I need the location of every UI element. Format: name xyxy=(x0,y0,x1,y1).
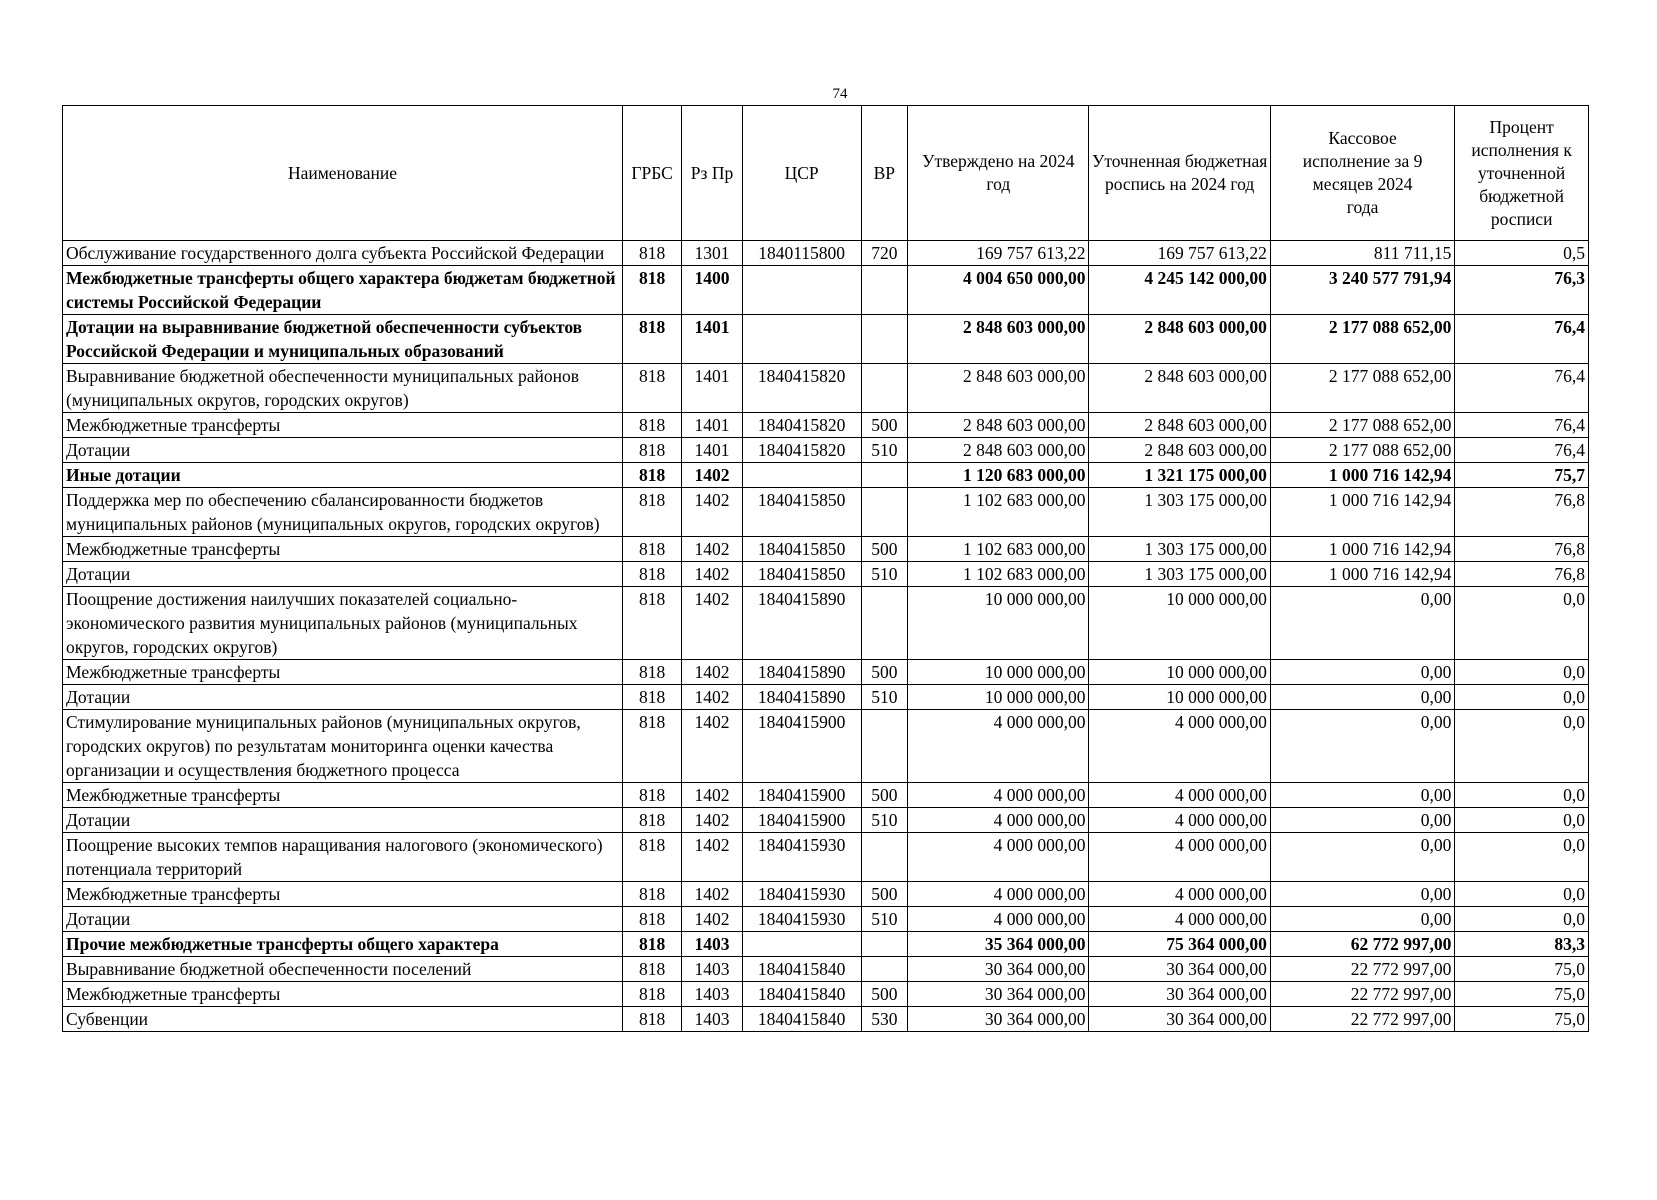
cell-percent: 75,0 xyxy=(1455,982,1589,1007)
cell-vr xyxy=(861,833,908,882)
cell-rzpr: 1403 xyxy=(682,1007,742,1032)
header-name: Наименование xyxy=(63,106,623,241)
table-row xyxy=(63,562,1589,587)
cell-vr: 510 xyxy=(861,438,908,463)
cell-refined: 75 364 000,00 xyxy=(1089,932,1270,957)
cell-csr xyxy=(742,463,861,488)
cell-refined: 2 848 603 000,00 xyxy=(1089,364,1270,413)
cell-refined: 1 303 175 000,00 xyxy=(1089,562,1270,587)
cell-percent: 75,0 xyxy=(1455,1007,1589,1032)
cell-rzpr: 1402 xyxy=(682,783,742,808)
header-approved: Утверждено на 2024 год xyxy=(908,106,1089,241)
table-row xyxy=(63,783,1589,808)
cell-rzpr: 1400 xyxy=(682,266,742,315)
cell-grbs: 818 xyxy=(622,488,681,537)
cell-cash: 2 177 088 652,00 xyxy=(1270,413,1455,438)
cell-refined: 4 245 142 000,00 xyxy=(1089,266,1270,315)
cell-cash: 1 000 716 142,94 xyxy=(1270,488,1455,537)
cell-grbs: 818 xyxy=(622,808,681,833)
cell-name: Прочие межбюджетные трансферты общего характера xyxy=(63,932,623,957)
cell-name: Дотации xyxy=(63,562,623,587)
cell-refined: 10 000 000,00 xyxy=(1089,660,1270,685)
cell-rzpr: 1401 xyxy=(682,438,742,463)
cell-grbs: 818 xyxy=(622,364,681,413)
table-row xyxy=(63,660,1589,685)
cell-grbs: 818 xyxy=(622,1007,681,1032)
cell-refined: 1 321 175 000,00 xyxy=(1089,463,1270,488)
cell-refined: 10 000 000,00 xyxy=(1089,587,1270,660)
cell-approved: 1 102 683 000,00 xyxy=(908,562,1089,587)
cell-refined: 30 364 000,00 xyxy=(1089,1007,1270,1032)
cell-percent: 76,4 xyxy=(1455,438,1589,463)
cell-name: Поддержка мер по обеспечению сбалансированности бюджетов муниципальных районов (муниципальных округов, городских округов) xyxy=(63,488,623,537)
cell-approved: 169 757 613,22 xyxy=(908,241,1089,266)
cell-csr: 1840415820 xyxy=(742,438,861,463)
cell-refined: 30 364 000,00 xyxy=(1089,957,1270,982)
cell-name: Поощрение достижения наилучших показателей социально-экономического развития муниципальных районов (муниципальных округов, городских округов) xyxy=(63,587,623,660)
cell-grbs: 818 xyxy=(622,685,681,710)
cell-percent: 76,4 xyxy=(1455,315,1589,364)
cell-csr: 1840415930 xyxy=(742,833,861,882)
cell-cash: 3 240 577 791,94 xyxy=(1270,266,1455,315)
cell-percent: 0,0 xyxy=(1455,710,1589,783)
cell-grbs: 818 xyxy=(622,833,681,882)
cell-approved: 4 000 000,00 xyxy=(908,808,1089,833)
cell-csr: 1840415850 xyxy=(742,488,861,537)
cell-cash: 1 000 716 142,94 xyxy=(1270,562,1455,587)
cell-rzpr: 1402 xyxy=(682,537,742,562)
cell-approved: 2 848 603 000,00 xyxy=(908,315,1089,364)
table-row xyxy=(63,413,1589,438)
cell-cash: 62 772 997,00 xyxy=(1270,932,1455,957)
cell-csr: 1840415890 xyxy=(742,587,861,660)
header-grbs: ГРБС xyxy=(622,106,681,241)
cell-rzpr: 1402 xyxy=(682,488,742,537)
header-rzpr: Рз Пр xyxy=(682,106,742,241)
cell-vr: 510 xyxy=(861,808,908,833)
cell-cash: 1 000 716 142,94 xyxy=(1270,463,1455,488)
cell-refined: 4 000 000,00 xyxy=(1089,833,1270,882)
cell-vr: 500 xyxy=(861,413,908,438)
table-row xyxy=(63,685,1589,710)
cell-cash: 22 772 997,00 xyxy=(1270,1007,1455,1032)
cell-rzpr: 1401 xyxy=(682,315,742,364)
cell-name: Поощрение высоких темпов наращивания налогового (экономического) потенциала территорий xyxy=(63,833,623,882)
cell-vr: 500 xyxy=(861,537,908,562)
cell-csr: 1840415900 xyxy=(742,710,861,783)
table-row xyxy=(63,1007,1589,1032)
cell-approved: 30 364 000,00 xyxy=(908,982,1089,1007)
cell-approved: 1 102 683 000,00 xyxy=(908,488,1089,537)
cell-grbs: 818 xyxy=(622,241,681,266)
cell-csr xyxy=(742,315,861,364)
table-row xyxy=(63,710,1589,783)
cell-csr: 1840415930 xyxy=(742,882,861,907)
cell-cash: 1 000 716 142,94 xyxy=(1270,537,1455,562)
cell-percent: 83,3 xyxy=(1455,932,1589,957)
cell-name: Выравнивание бюджетной обеспеченности поселений xyxy=(63,957,623,982)
cell-csr: 1840415840 xyxy=(742,982,861,1007)
cell-rzpr: 1403 xyxy=(682,957,742,982)
cell-vr xyxy=(861,710,908,783)
cell-cash: 0,00 xyxy=(1270,783,1455,808)
cell-percent: 0,5 xyxy=(1455,241,1589,266)
cell-refined: 4 000 000,00 xyxy=(1089,710,1270,783)
cell-cash: 0,00 xyxy=(1270,882,1455,907)
cell-approved: 30 364 000,00 xyxy=(908,1007,1089,1032)
table-row xyxy=(63,315,1589,364)
cell-grbs: 818 xyxy=(622,710,681,783)
cell-rzpr: 1402 xyxy=(682,833,742,882)
table-row xyxy=(63,957,1589,982)
cell-grbs: 818 xyxy=(622,315,681,364)
cell-percent: 76,8 xyxy=(1455,562,1589,587)
cell-approved: 2 848 603 000,00 xyxy=(908,364,1089,413)
cell-percent: 0,0 xyxy=(1455,783,1589,808)
cell-name: Дотации xyxy=(63,438,623,463)
cell-cash: 2 177 088 652,00 xyxy=(1270,438,1455,463)
table-row xyxy=(63,241,1589,266)
table-header-row xyxy=(63,106,1589,241)
cell-vr xyxy=(861,587,908,660)
cell-percent: 0,0 xyxy=(1455,907,1589,932)
cell-cash: 0,00 xyxy=(1270,660,1455,685)
cell-refined: 4 000 000,00 xyxy=(1089,907,1270,932)
cell-rzpr: 1403 xyxy=(682,982,742,1007)
cell-csr: 1840415850 xyxy=(742,537,861,562)
cell-rzpr: 1402 xyxy=(682,710,742,783)
cell-vr: 500 xyxy=(861,882,908,907)
cell-vr: 510 xyxy=(861,562,908,587)
cell-cash: 2 177 088 652,00 xyxy=(1270,315,1455,364)
cell-csr: 1840415900 xyxy=(742,783,861,808)
cell-name: Межбюджетные трансферты общего характера бюджетам бюджетной системы Российской Федерации xyxy=(63,266,623,315)
cell-cash: 0,00 xyxy=(1270,710,1455,783)
table-row xyxy=(63,882,1589,907)
cell-name: Межбюджетные трансферты xyxy=(63,537,623,562)
cell-csr: 1840415840 xyxy=(742,1007,861,1032)
table-body xyxy=(63,241,1589,1032)
cell-name: Субвенции xyxy=(63,1007,623,1032)
page-number: 74 xyxy=(832,86,848,102)
cell-cash: 0,00 xyxy=(1270,833,1455,882)
cell-refined: 2 848 603 000,00 xyxy=(1089,413,1270,438)
cell-name: Обслуживание государственного долга субъекта Российской Федерации xyxy=(63,241,623,266)
cell-cash: 0,00 xyxy=(1270,808,1455,833)
cell-vr xyxy=(861,266,908,315)
cell-vr: 510 xyxy=(861,907,908,932)
cell-cash: 811 711,15 xyxy=(1270,241,1455,266)
cell-csr: 1840415890 xyxy=(742,660,861,685)
cell-grbs: 818 xyxy=(622,413,681,438)
cell-percent: 0,0 xyxy=(1455,685,1589,710)
cell-percent: 0,0 xyxy=(1455,882,1589,907)
header-csr: ЦСР xyxy=(742,106,861,241)
cell-grbs: 818 xyxy=(622,907,681,932)
cell-vr: 500 xyxy=(861,982,908,1007)
cell-name: Дотации xyxy=(63,907,623,932)
cell-approved: 4 000 000,00 xyxy=(908,710,1089,783)
header-cash: Кассовое исполнение за 9 месяцев 2024 года xyxy=(1270,106,1455,241)
cell-grbs: 818 xyxy=(622,537,681,562)
cell-refined: 2 848 603 000,00 xyxy=(1089,315,1270,364)
cell-refined: 10 000 000,00 xyxy=(1089,685,1270,710)
cell-csr: 1840415900 xyxy=(742,808,861,833)
cell-csr: 1840415820 xyxy=(742,413,861,438)
cell-csr xyxy=(742,932,861,957)
cell-csr: 1840115800 xyxy=(742,241,861,266)
cell-vr xyxy=(861,488,908,537)
cell-rzpr: 1402 xyxy=(682,907,742,932)
cell-name: Стимулирование муниципальных районов (муниципальных округов, городских округов) по результатам мониторинга оценки качества организации и осуществления бюджетного процесса xyxy=(63,710,623,783)
table-row xyxy=(63,982,1589,1007)
cell-name: Выравнивание бюджетной обеспеченности муниципальных районов (муниципальных округов, городских округов) xyxy=(63,364,623,413)
cell-refined: 4 000 000,00 xyxy=(1089,783,1270,808)
budget-execution-table xyxy=(62,105,1589,1032)
cell-csr: 1840415890 xyxy=(742,685,861,710)
cell-grbs: 818 xyxy=(622,438,681,463)
cell-vr: 500 xyxy=(861,660,908,685)
cell-approved: 2 848 603 000,00 xyxy=(908,438,1089,463)
cell-csr: 1840415820 xyxy=(742,364,861,413)
cell-cash: 0,00 xyxy=(1270,907,1455,932)
cell-percent: 0,0 xyxy=(1455,660,1589,685)
cell-percent: 0,0 xyxy=(1455,587,1589,660)
cell-refined: 4 000 000,00 xyxy=(1089,808,1270,833)
cell-cash: 22 772 997,00 xyxy=(1270,982,1455,1007)
cell-grbs: 818 xyxy=(622,463,681,488)
cell-percent: 75,7 xyxy=(1455,463,1589,488)
table-row xyxy=(63,488,1589,537)
table-row xyxy=(63,463,1589,488)
cell-rzpr: 1403 xyxy=(682,932,742,957)
cell-approved: 35 364 000,00 xyxy=(908,932,1089,957)
cell-rzpr: 1402 xyxy=(682,660,742,685)
cell-vr xyxy=(861,932,908,957)
cell-vr xyxy=(861,315,908,364)
cell-approved: 10 000 000,00 xyxy=(908,660,1089,685)
cell-grbs: 818 xyxy=(622,783,681,808)
cell-approved: 4 000 000,00 xyxy=(908,833,1089,882)
cell-refined: 30 364 000,00 xyxy=(1089,982,1270,1007)
cell-csr xyxy=(742,266,861,315)
cell-refined: 1 303 175 000,00 xyxy=(1089,537,1270,562)
cell-refined: 1 303 175 000,00 xyxy=(1089,488,1270,537)
cell-percent: 76,3 xyxy=(1455,266,1589,315)
table-row xyxy=(63,932,1589,957)
cell-approved: 4 000 000,00 xyxy=(908,882,1089,907)
cell-name: Межбюджетные трансферты xyxy=(63,982,623,1007)
cell-name: Дотации xyxy=(63,808,623,833)
cell-rzpr: 1402 xyxy=(682,882,742,907)
cell-approved: 1 120 683 000,00 xyxy=(908,463,1089,488)
table-row xyxy=(63,808,1589,833)
cell-approved: 30 364 000,00 xyxy=(908,957,1089,982)
table-row xyxy=(63,364,1589,413)
cell-name: Межбюджетные трансферты xyxy=(63,783,623,808)
cell-percent: 76,4 xyxy=(1455,364,1589,413)
cell-vr: 530 xyxy=(861,1007,908,1032)
cell-percent: 0,0 xyxy=(1455,833,1589,882)
cell-rzpr: 1402 xyxy=(682,562,742,587)
cell-percent: 76,8 xyxy=(1455,488,1589,537)
cell-rzpr: 1301 xyxy=(682,241,742,266)
cell-grbs: 818 xyxy=(622,932,681,957)
table-row xyxy=(63,266,1589,315)
cell-cash: 0,00 xyxy=(1270,587,1455,660)
cell-cash: 22 772 997,00 xyxy=(1270,957,1455,982)
cell-rzpr: 1401 xyxy=(682,364,742,413)
cell-name: Дотации xyxy=(63,685,623,710)
cell-csr: 1840415850 xyxy=(742,562,861,587)
cell-rzpr: 1402 xyxy=(682,685,742,710)
cell-cash: 2 177 088 652,00 xyxy=(1270,364,1455,413)
cell-refined: 2 848 603 000,00 xyxy=(1089,438,1270,463)
cell-name: Межбюджетные трансферты xyxy=(63,413,623,438)
cell-vr: 720 xyxy=(861,241,908,266)
cell-rzpr: 1402 xyxy=(682,808,742,833)
cell-approved: 4 000 000,00 xyxy=(908,783,1089,808)
header-vr: ВР xyxy=(861,106,908,241)
cell-name: Межбюджетные трансферты xyxy=(63,882,623,907)
cell-percent: 75,0 xyxy=(1455,957,1589,982)
cell-grbs: 818 xyxy=(622,660,681,685)
table-row xyxy=(63,833,1589,882)
cell-approved: 10 000 000,00 xyxy=(908,587,1089,660)
table-row xyxy=(63,587,1589,660)
cell-vr xyxy=(861,364,908,413)
cell-approved: 4 000 000,00 xyxy=(908,907,1089,932)
cell-grbs: 818 xyxy=(622,587,681,660)
cell-vr xyxy=(861,957,908,982)
table-row xyxy=(63,438,1589,463)
cell-vr xyxy=(861,463,908,488)
cell-name: Иные дотации xyxy=(63,463,623,488)
cell-cash: 0,00 xyxy=(1270,685,1455,710)
cell-refined: 4 000 000,00 xyxy=(1089,882,1270,907)
cell-vr: 510 xyxy=(861,685,908,710)
cell-percent: 76,4 xyxy=(1455,413,1589,438)
header-percent: Процент исполнения к уточненной бюджетной росписи xyxy=(1455,106,1589,241)
table-row xyxy=(63,537,1589,562)
cell-percent: 76,8 xyxy=(1455,537,1589,562)
cell-csr: 1840415840 xyxy=(742,957,861,982)
cell-rzpr: 1401 xyxy=(682,413,742,438)
cell-approved: 4 004 650 000,00 xyxy=(908,266,1089,315)
cell-csr: 1840415930 xyxy=(742,907,861,932)
cell-grbs: 818 xyxy=(622,562,681,587)
cell-grbs: 818 xyxy=(622,266,681,315)
cell-rzpr: 1402 xyxy=(682,463,742,488)
cell-grbs: 818 xyxy=(622,957,681,982)
cell-name: Дотации на выравнивание бюджетной обеспеченности субъектов Российской Федерации и муниципальных образований xyxy=(63,315,623,364)
cell-percent: 0,0 xyxy=(1455,808,1589,833)
cell-refined: 169 757 613,22 xyxy=(1089,241,1270,266)
cell-rzpr: 1402 xyxy=(682,587,742,660)
cell-vr: 500 xyxy=(861,783,908,808)
cell-name: Межбюджетные трансферты xyxy=(63,660,623,685)
header-refined: Уточненная бюджетная роспись на 2024 год xyxy=(1089,106,1270,241)
cell-grbs: 818 xyxy=(622,982,681,1007)
cell-approved: 2 848 603 000,00 xyxy=(908,413,1089,438)
table-row xyxy=(63,907,1589,932)
cell-grbs: 818 xyxy=(622,882,681,907)
cell-approved: 1 102 683 000,00 xyxy=(908,537,1089,562)
cell-approved: 10 000 000,00 xyxy=(908,685,1089,710)
